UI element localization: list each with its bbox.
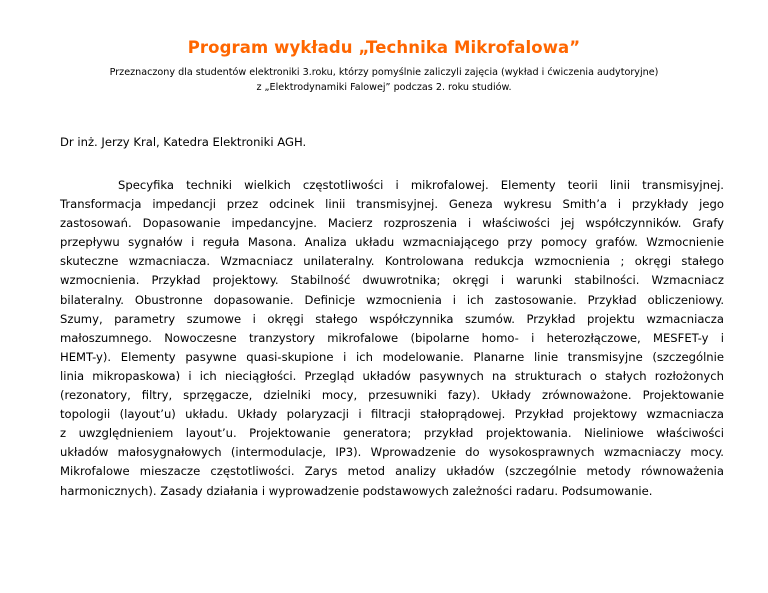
subtitle-line: z „Elektrodynamiki Falowej” podczas 2. roku studiów. (256, 82, 512, 93)
body-line: harmonicznych). Zasady działania i wyprowadzenie podstawowych zależności radaru. Podsumowanie. (60, 483, 653, 498)
body-paragraph (60, 176, 724, 501)
body-line: HEMT-y). Elementy pasywne quasi-skupione i ich modelowanie. Planarne linie transmisyjne (szczególnie (60, 349, 724, 364)
body-line: linia mikropaskowa) i ich nieciągłości. Przegląd układów pasywnych na strukturach o stałych rozłożonych (60, 368, 724, 383)
body-line: skuteczne wzmacniacza. Wzmacniacz unilateralny. Kontrolowana redukcja wzmocnienia ; okręgi stałego (60, 254, 724, 269)
body-line: Mikrofalowe mieszacze częstotliwości. Zarys metod analizy układów (szczególnie metody równoważenia (60, 464, 724, 479)
body-line: Specyfika techniki wielkich częstotliwości i mikrofalowej. Elementy teorii linii transmisyjnej. (118, 178, 724, 192)
body-line: Transformacja impedancji przez odcinek linii transmisyjnej. Geneza wykresu Smith’a i przykłady jego (60, 197, 724, 212)
body-line: małoszumnego. Nowoczesne tranzystory mikrofalowe (bipolarne homo- i heterozłączowe, MESFET-y i (60, 330, 724, 345)
body-line: układów małosygnałowych (intermodulacje, IP3). Wprowadzenie do wysokosprawnych wzmacniaczy mocy. (60, 445, 724, 460)
body-line: (rezonatory, filtry, sprzęgacze, dzielniki mocy, przesuwniki fazy). Układy zrównoważone. Projektowanie (60, 388, 724, 403)
body-line: zastosowań. Dopasowanie impedancyjne. Macierz rozproszenia i właściwości jej współczynników. Grafy (60, 216, 724, 231)
body-line: topologii (layout’u) układu. Układy polaryzacji i filtracji stałoprądowej. Przykład projektowy wzmacniacza (60, 407, 724, 422)
subtitle (30, 65, 738, 95)
page-title: Program wykładu „Technika Mikrofalowa” (187, 38, 581, 57)
author-line: Dr inż. Jerzy Kral, Katedra Elektroniki AGH. (60, 135, 307, 149)
body-line: z uwzględnieniem layout’u. Projektowanie generatora; przykład projektowania. Nieliniowe właściwości (60, 426, 724, 441)
body-line: przepływu sygnałów i reguła Masona. Analiza układu wzmacniającego przy pomocy grafów. Wzmocnienie (60, 235, 724, 250)
subtitle-line: Przeznaczony dla studentów elektroniki 3.roku, którzy pomyślnie zaliczyli zajęcia (wykład i ćwiczenia audytoryjne) (109, 67, 659, 78)
body-line: bilateralny. Obustronne dopasowanie. Definicje wzmocnienia i ich zastosowanie. Przykład obliczeniowy. (60, 292, 724, 307)
body-line: Szumy, parametry szumowe i okręgi stałego współczynnika szumów. Przykład projektu wzmacniacza (60, 311, 724, 326)
body-line: wzmocnienia. Przykład projektowy. Stabilność dwuwrotnika; okręgi i warunki stabilności. Wzmacniacz (60, 273, 724, 288)
